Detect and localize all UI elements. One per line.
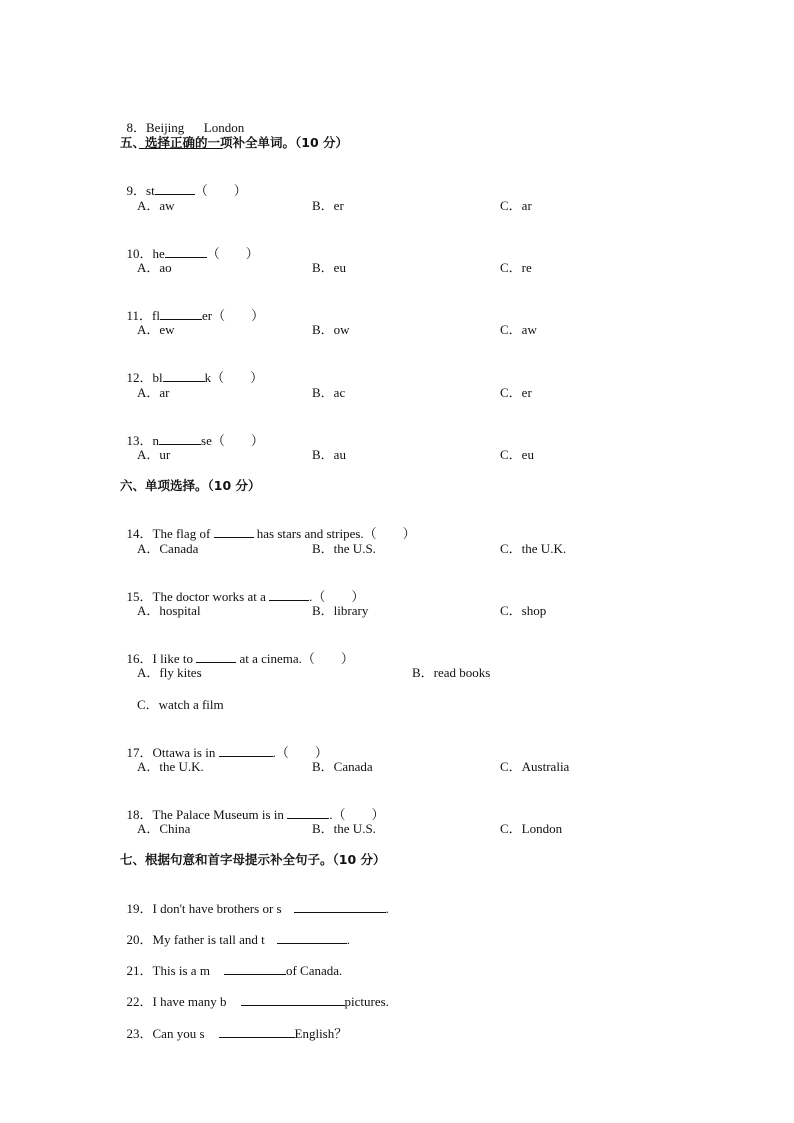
answer-blank[interactable] bbox=[241, 993, 345, 1006]
question-16 bbox=[120, 634, 354, 667]
question-19 bbox=[120, 884, 389, 917]
question-text-post: （ ） bbox=[194, 183, 247, 198]
question-text-post: se（ ） bbox=[201, 433, 264, 448]
answer-blank[interactable] bbox=[163, 369, 205, 382]
question-number: 13． bbox=[126, 433, 153, 448]
question-number: 21． bbox=[126, 963, 153, 978]
question-text-pre: The flag of bbox=[152, 526, 211, 541]
question-10 bbox=[120, 229, 259, 262]
question-text-post: .（ ） bbox=[309, 589, 365, 604]
option-b[interactable]: B．ow bbox=[312, 322, 350, 337]
answer-blank[interactable] bbox=[224, 962, 286, 975]
question-23 bbox=[120, 1009, 347, 1042]
option-a[interactable]: A．Canada bbox=[137, 541, 199, 556]
answer-blank[interactable] bbox=[155, 182, 195, 195]
option-c[interactable]: C．aw bbox=[500, 322, 537, 337]
option-c[interactable]: C．shop bbox=[500, 603, 547, 618]
question-15 bbox=[120, 572, 364, 605]
option-a[interactable]: A．fly kites bbox=[137, 665, 202, 680]
option-c[interactable]: C．ar bbox=[500, 198, 532, 213]
answer-blank[interactable] bbox=[214, 525, 254, 538]
question-text-post: . bbox=[346, 932, 351, 947]
question-number: 15． bbox=[126, 589, 153, 604]
question-text-post: pictures. bbox=[344, 994, 389, 1009]
answer-blank[interactable] bbox=[294, 900, 386, 913]
option-b[interactable]: B．au bbox=[312, 447, 346, 462]
question-text-post: er（ ） bbox=[201, 308, 265, 323]
question-text-post: English？ bbox=[294, 1026, 348, 1041]
question-text-pre: Can you s bbox=[152, 1026, 205, 1041]
option-a[interactable]: A．ao bbox=[137, 260, 172, 275]
question-text-post: k（ ） bbox=[204, 370, 264, 385]
option-a[interactable]: A．hospital bbox=[137, 603, 201, 618]
question-text-post: .（ ） bbox=[272, 745, 328, 760]
option-c[interactable]: C．Australia bbox=[500, 759, 570, 774]
answer-blank[interactable] bbox=[159, 432, 201, 445]
option-c[interactable]: C．the U.K. bbox=[500, 541, 567, 556]
question-text-pre: he bbox=[152, 246, 165, 261]
question-text-pre: This is a m bbox=[152, 963, 210, 978]
option-a[interactable]: A．ur bbox=[137, 447, 171, 462]
section-6-title: 六、单项选择。（10 分） bbox=[120, 478, 261, 493]
question-text-post: .（ ） bbox=[329, 807, 385, 822]
question-13 bbox=[120, 416, 264, 449]
question-18 bbox=[120, 790, 384, 823]
question-number: 14． bbox=[126, 526, 153, 541]
question-text-post: at a cinema.（ ） bbox=[239, 651, 354, 666]
question-text-pre: The Palace Museum is in bbox=[152, 807, 284, 822]
section-5-title: 五、选择正确的一项补全单词。（10 分） bbox=[120, 135, 348, 150]
option-b[interactable]: B．Canada bbox=[312, 759, 373, 774]
option-a[interactable]: A．aw bbox=[137, 198, 175, 213]
question-20 bbox=[120, 915, 350, 948]
option-b[interactable]: B．read books bbox=[412, 665, 491, 680]
option-a[interactable]: A．ew bbox=[137, 322, 175, 337]
question-text-pre: I have many b bbox=[152, 994, 227, 1009]
question-text-post: （ ） bbox=[206, 246, 259, 261]
option-a[interactable]: A．the U.K. bbox=[137, 759, 204, 774]
option-b[interactable]: B．ac bbox=[312, 385, 346, 400]
question-number: 12． bbox=[126, 370, 153, 385]
answer-blank[interactable] bbox=[219, 1025, 295, 1038]
section-7-title: 七、根据句意和首字母提示补全句子。（10 分） bbox=[120, 852, 386, 867]
question-9 bbox=[120, 166, 247, 199]
question-17 bbox=[120, 728, 328, 761]
question-text-pre: st bbox=[146, 183, 155, 198]
option-c[interactable]: C．er bbox=[500, 385, 532, 400]
question-11 bbox=[120, 291, 264, 324]
question-number: 8． bbox=[126, 120, 147, 135]
question-text-post: of Canada. bbox=[285, 963, 343, 978]
option-b[interactable]: B．the U.S. bbox=[312, 541, 376, 556]
question-21 bbox=[120, 946, 342, 979]
option-b[interactable]: B．library bbox=[312, 603, 369, 618]
question-text-pre: I like to bbox=[152, 651, 193, 666]
question-number: 16． bbox=[126, 651, 153, 666]
option-b[interactable]: B．eu bbox=[312, 260, 346, 275]
answer-blank[interactable] bbox=[269, 588, 309, 601]
question-number: 19． bbox=[126, 901, 153, 916]
answer-blank[interactable] bbox=[277, 931, 347, 944]
question-text-pre: Ottawa is in bbox=[152, 745, 216, 760]
question-number: 17． bbox=[126, 745, 153, 760]
question-text-pre: bl bbox=[152, 370, 163, 385]
option-c[interactable]: C．London bbox=[500, 821, 563, 836]
option-a[interactable]: A．ar bbox=[137, 385, 170, 400]
question-number: 18． bbox=[126, 807, 153, 822]
answer-blank[interactable] bbox=[287, 806, 329, 819]
question-number: 23． bbox=[126, 1026, 153, 1041]
question-text-pre: I don't have brothers or s bbox=[152, 901, 282, 916]
option-c[interactable]: C．re bbox=[500, 260, 532, 275]
option-c[interactable]: C．watch a film bbox=[137, 697, 224, 712]
answer-blank[interactable] bbox=[160, 307, 202, 320]
question-number: 10． bbox=[126, 246, 153, 261]
question-text-pre: My father is tall and t bbox=[152, 932, 265, 947]
answer-blank[interactable] bbox=[165, 245, 207, 258]
question-number: 20． bbox=[126, 932, 153, 947]
question-text-pre: fl bbox=[152, 308, 160, 323]
answer-blank[interactable] bbox=[219, 744, 273, 757]
question-text-pre: The doctor works at a bbox=[152, 589, 266, 604]
question-number: 9． bbox=[126, 183, 147, 198]
option-b[interactable]: B．er bbox=[312, 198, 344, 213]
question-text-post: . bbox=[385, 901, 389, 916]
answer-blank[interactable] bbox=[196, 650, 236, 663]
option-b[interactable]: B．the U.S. bbox=[312, 821, 376, 836]
question-text-pre: n bbox=[152, 433, 160, 448]
question-14 bbox=[120, 509, 416, 542]
option-a[interactable]: A．China bbox=[137, 821, 191, 836]
option-c[interactable]: C．eu bbox=[500, 447, 534, 462]
question-text-post: has stars and stripes.（ ） bbox=[256, 526, 416, 541]
question-number: 22． bbox=[126, 994, 153, 1009]
question-number: 11． bbox=[126, 308, 153, 323]
question-12 bbox=[120, 353, 263, 386]
question-text: Beijing London bbox=[146, 120, 245, 135]
question-22 bbox=[120, 977, 389, 1010]
